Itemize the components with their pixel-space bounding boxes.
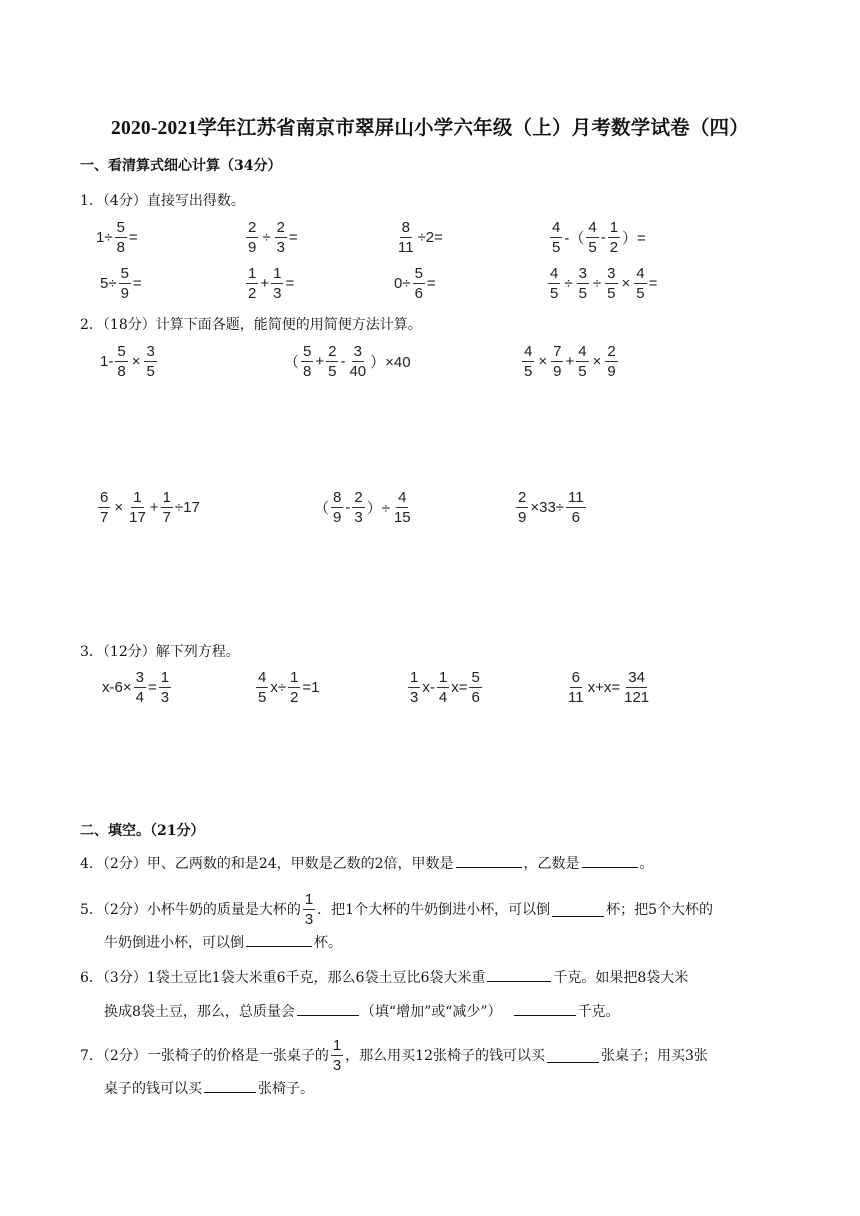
q1-expr-5: 5÷ $\frac{5}{9}$ = <box>100 265 142 302</box>
question-5-line-1: 5．（2分）小杯牛奶的质量是大杯的 $\frac{1}{3}$ ．把1个大杯的牛奶倒进小杯，可以倒 杯；把5个大杯的 <box>80 891 713 928</box>
q1-expr-3: $\frac{8}{11}$ ÷2= <box>398 219 443 256</box>
question-2-label: 2．（18分）计算下面各题，能简便的用简便方法计算。 <box>80 317 422 333</box>
answer-blank[interactable] <box>514 1001 576 1016</box>
q1-expr-6: $\frac{1}{2}$ + $\frac{1}{3}$ = <box>248 265 295 302</box>
answer-blank[interactable] <box>204 1078 256 1093</box>
question-1-label: 1．（4分）直接写出得数。 <box>80 193 245 209</box>
section-1-heading: 一、看清算式细心计算（34分） <box>80 158 282 174</box>
q3-equation-3: $\frac{1}{3}$ x- $\frac{1}{4}$ x= $\frac{5}{6}$ <box>410 669 480 706</box>
question-6-line-1: 6．（3分）1袋土豆比1袋大米重6千克，那么6袋土豆比6袋大米重 千克。如果把8袋大米 <box>80 967 688 988</box>
q2-expr-5: （ $\frac{8}{9}$ - $\frac{2}{3}$ ）÷ $\frac{4}{15}$ <box>314 489 411 526</box>
answer-blank[interactable] <box>487 967 551 982</box>
q1-expr-7: 0÷ $\frac{5}{6}$ = <box>394 265 436 302</box>
q1-expr-8: $\frac{4}{5}$ ÷ $\frac{3}{5}$ ÷ $\frac{3}{5}$ × $\frac{4}{5}$ = <box>550 265 658 302</box>
q3-equation-1: x-6× $\frac{3}{4}$ = $\frac{1}{3}$ <box>102 669 170 706</box>
q2-expr-3: $\frac{4}{5}$ × $\frac{7}{9}$ + $\frac{4}{5}$ × $\frac{2}{9}$ <box>524 343 616 380</box>
answer-blank[interactable] <box>297 1001 359 1016</box>
page-title: 2020-2021学年江苏省南京市翠屏山小学六年级（上）月考数学试卷（四） <box>111 118 749 139</box>
question-7-line-2: 桌子的钱可以买 张椅子。 <box>104 1078 314 1099</box>
q1-expr-4: $\frac{4}{5}$ -（ $\frac{4}{5}$ - $\frac{1}{2}$ ）= <box>552 219 646 256</box>
q2-expr-2: （ $\frac{5}{8}$ + $\frac{2}{5}$ - $\frac{3}{40}$ ）×40 <box>284 343 411 380</box>
question-5-line-2: 牛奶倒进小杯，可以倒 杯。 <box>104 932 342 953</box>
question-4: 4．（2分）甲、乙两数的和是24，甲数是乙数的2倍，甲数是 ，乙数是 。 <box>80 853 654 874</box>
q1-expr-1: 1÷ $\frac{5}{8}$ = <box>96 219 138 256</box>
question-7-line-1: 7．（2分）一张椅子的价格是一张桌子的 $\frac{1}{3}$ ，那么用买12张椅子的钱可以买 张桌子；用买3张 <box>80 1037 708 1074</box>
q1-expr-2: $\frac{2}{9}$ ÷ $\frac{2}{3}$ = <box>248 219 298 256</box>
q2-expr-1: 1- $\frac{5}{8}$ × $\frac{3}{5}$ <box>100 343 155 380</box>
section-2-heading: 二、填空。（21分） <box>80 823 205 839</box>
q2-expr-4: $\frac{6}{7}$ × $\frac{1}{17}$ + $\frac{1}{7}$ ÷17 <box>100 489 200 526</box>
answer-blank[interactable] <box>547 1048 599 1063</box>
answer-blank[interactable] <box>456 853 522 868</box>
q2-expr-6: $\frac{2}{9}$ ×33÷ $\frac{11}{6}$ <box>518 489 584 526</box>
answer-blank[interactable] <box>582 853 638 868</box>
question-6-line-2: 换成8袋土豆，那么，总质量会 （填“增加”或“减少”） 千克。 <box>104 1001 620 1022</box>
q3-equation-2: $\frac{4}{5}$ x÷ $\frac{1}{2}$ =1 <box>258 669 320 706</box>
answer-blank[interactable] <box>552 902 604 917</box>
question-3-label: 3．（12分）解下列方程。 <box>80 644 240 660</box>
q3-equation-4: $\frac{6}{11}$ x+x= $\frac{34}{121}$ <box>568 669 650 706</box>
answer-blank[interactable] <box>246 932 312 947</box>
